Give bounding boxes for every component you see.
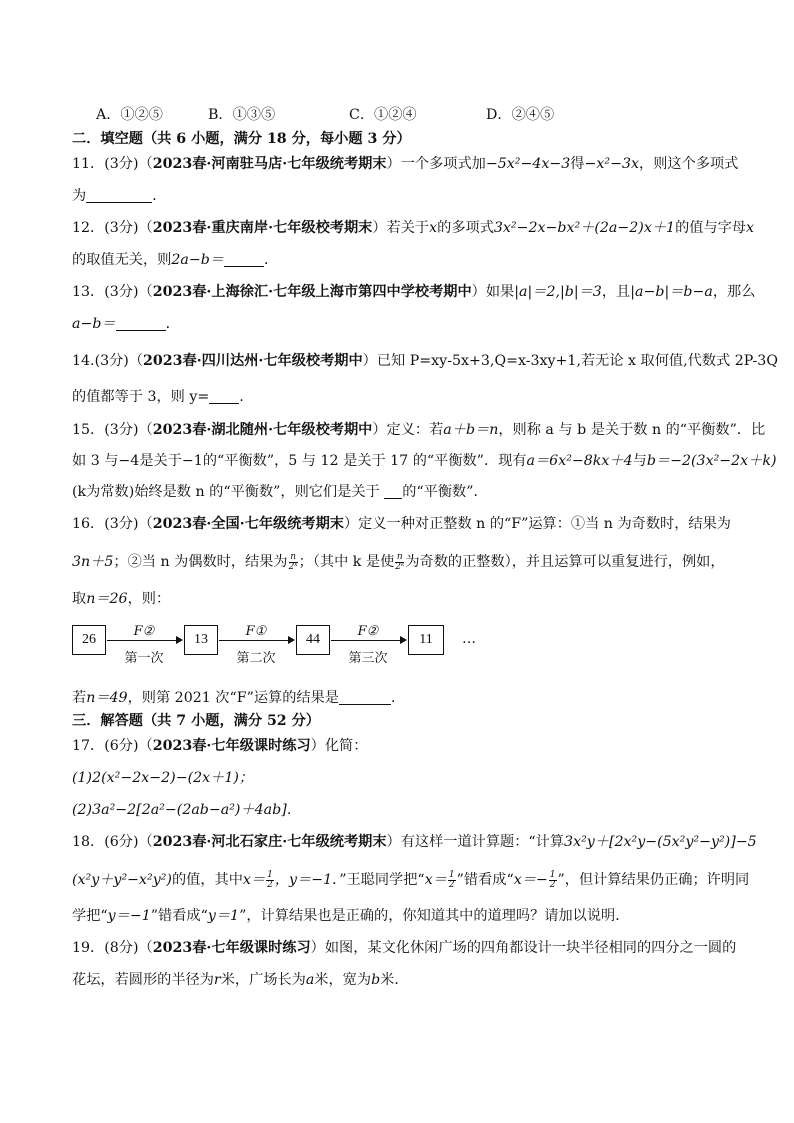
arrow-op-label: F① [245, 624, 267, 639]
arrow-step-label: 第二次 [236, 651, 276, 666]
question-18-line2: (x²y＋y²−x²y²)的值，其中x＝ $\frac{1}{2}$ ，y＝−1．”王聪同学把“x＝ $\frac{1}{2}$ ”错看成“x＝− $\frac{1}{2}$ ”，但计算结果仍正确；许明同 [72, 869, 750, 890]
diagram-box: 26 [72, 625, 106, 655]
question-12: 12．(3分)（2023春·重庆南岸·七年级校考期末）若关于x的多项式3x²−2x−bx²＋(2a−2)x＋1的值与字母x [72, 220, 755, 236]
question-16-line3: 取n＝26，则： [72, 591, 171, 607]
fraction: $\frac{n}{\text{2ᵏ}}$ [395, 551, 405, 572]
fraction: $\frac{n}{\text{2ᵏ}}$ [288, 551, 298, 572]
section-heading-fill: 二．填空题（共 6 小题，满分 18 分，每小题 3 分） [72, 131, 411, 147]
arrow-op-label: F② [133, 624, 155, 639]
question-15: 15．(3分)（2023春·湖北随州·七年级校考期中）定义：若a＋b＝n，则称 a 与 b 是关于数 n 的“平衡数”．比 [72, 422, 766, 438]
question-11: 11．(3分)（2023春·河南驻马店·七年级统考期末）一个多项式加−5x²−4x−3得−x²−3x，则这个多项式 [72, 156, 739, 172]
answer-blank [224, 251, 264, 267]
diagram-box: 13 [184, 625, 218, 655]
question-13-line2: a−b＝ ． [72, 316, 180, 332]
question-14-line2: 的值都等于 3，则 y= . [72, 389, 244, 405]
question-12-line2: 的取值无关，则2a−b＝ ． [72, 252, 279, 268]
answer-blank [384, 483, 402, 499]
option-a: A．①②⑤ [96, 107, 163, 123]
question-19: 19．(8分)（2023春·七年级课时练习）如图，某文化休闲广场的四角都设计一块半径相同的四分之一圆的 [72, 940, 737, 956]
question-17-part1: (1)2(x²−2x−2)−(2x＋1)； [72, 770, 254, 786]
arrow-icon [219, 640, 293, 641]
answer-blank [116, 315, 166, 331]
fraction: $\frac{1}{2}$ [549, 869, 556, 890]
answer-blank [86, 187, 152, 203]
arrow-step-label: 第一次 [124, 651, 164, 666]
diagram-box: 11 [408, 625, 444, 655]
question-15-line3: (k为常数)始终是数 n 的“平衡数”，则它们是关于 的“平衡数”． [72, 484, 488, 500]
question-17: 17．(6分)（2023春·七年级课时练习）化简： [72, 738, 368, 754]
question-19-line2: 花坛，若圆形的半径为r米，广场长为a米，宽为b米． [72, 972, 409, 988]
option-c: C．①②④ [349, 107, 417, 123]
arrow-op-label: F② [357, 624, 379, 639]
question-11-line2: 为 ． [72, 188, 167, 204]
question-17-part2: (2)3a²−2[2a²−(2ab−a²)＋4ab]． [72, 802, 301, 818]
arrow-step-label: 第三次 [348, 651, 388, 666]
question-16: 16．(3分)（2023春·全国·七年级统考期末）定义一种对正整数 n 的“F”运算：①当 n 为奇数时，结果为 [72, 516, 731, 532]
arrow-icon [107, 640, 181, 641]
question-18: 18．(6分)（2023春·河北石家庄·七年级统考期末）有这样一道计算题：“计算3x²y＋[2x²y−(5x²y²−y²)]−5 [72, 834, 757, 850]
question-16-last: 若n＝49，则第 2021 次“F”运算的结果是 ． [72, 690, 406, 706]
answer-blank [339, 689, 391, 705]
question-13: 13．(3分)（2023春·上海徐汇·七年级上海市第四中学校考期中）如果|a|＝2,|b|＝3，且|a−b|＝b−a，那么 [72, 284, 756, 300]
arrow-icon [331, 640, 405, 641]
fraction: $\frac{1}{2}$ [448, 869, 455, 890]
question-14: 14.(3分)（2023春·四川达州·七年级校考期中）已知 P=xy-5x+3,Q=x-3xy+1,若无论 x 取何值,代数式 2P-3Q [72, 353, 778, 369]
option-b: B．①③⑤ [208, 107, 276, 123]
diagram-box: 44 [296, 625, 330, 655]
fraction: $\frac{1}{2}$ [267, 869, 273, 890]
option-d: D．②④⑤ [486, 107, 555, 123]
question-16-line2: 3n＋5；②当 n 为偶数时，结果为 $\frac{n}{\text{2ᵏ}}$ ；（其中 k 是使 $\frac{n}{\text{2ᵏ}}$ 为奇数的正整数），并且运算可以重复进行，例如， [72, 551, 725, 572]
question-18-line3: 学把“y＝−1”错看成“y＝1”，计算结果也是正确的，你知道其中的道理吗？请加以说明． [72, 908, 630, 924]
section-heading-solve: 三．解答题（共 7 小题，满分 52 分） [72, 713, 320, 729]
answer-blank [209, 388, 239, 404]
diagram-ellipsis: … [462, 631, 476, 647]
question-15-line2: 如 3 与−4是关于−1的“平衡数”，5 与 12 是关于 17 的“平衡数”．现有a＝6x²−8kx＋4与b＝−2(3x²−2x＋k) [72, 453, 777, 469]
